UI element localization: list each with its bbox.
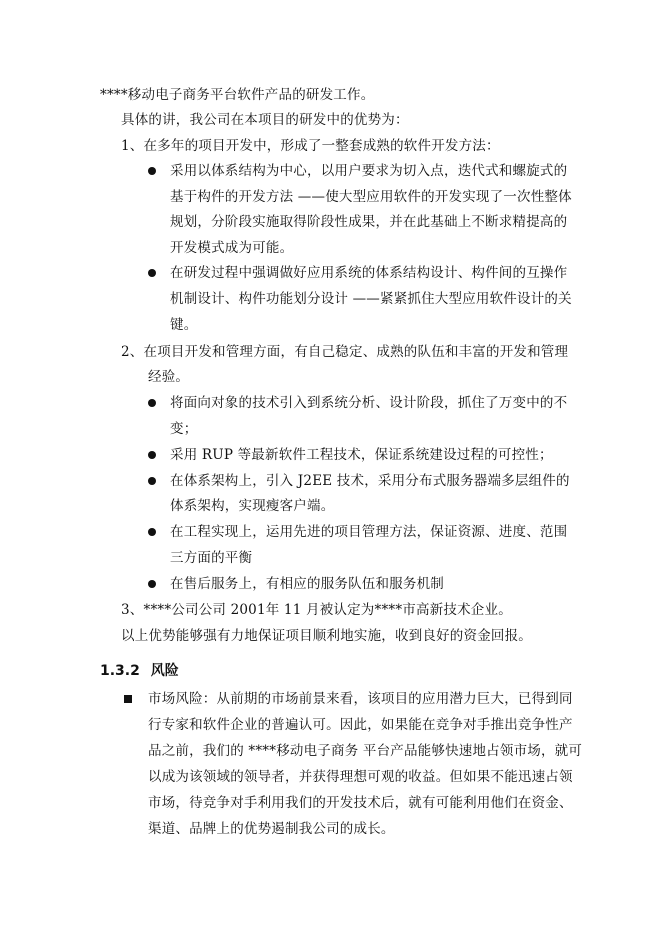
risk-line5: 市场，待竞争对手利用我们的开发技术后，就有可能利用他们在资金、 — [148, 795, 573, 811]
point2-bullet4-line1: 在工程实现上，运用先进的项目管理方法，保证资源、进度、范围 — [170, 524, 568, 540]
bullet-dot-icon — [148, 580, 156, 588]
risk-line1: 市场风险：从前期的市场前景来看，该项目的应用潜力巨大，已得到同 — [148, 691, 573, 707]
point2-bullet1-line1: 将面向对象的技术引入到系统分析、设计阶段，抓住了万变中的不 — [170, 395, 568, 411]
point1-bullet2-line3: 键。 — [170, 317, 198, 333]
point2-bullet4-line2: 三方面的平衡 — [170, 550, 253, 566]
point2-title-line1: 2、在项目开发和管理方面，有自己稳定、成熟的队伍和丰富的开发和管理 — [121, 344, 569, 360]
section-heading — [100, 662, 179, 680]
intro-tail-line: ****移动电子商务平台软件产品的研发工作。 — [100, 87, 375, 103]
bullet-square-icon — [124, 695, 132, 703]
point2-bullet3-line2: 体系架构，实现瘦客户端。 — [170, 498, 335, 514]
point1-bullet1-line4: 开发模式成为可能。 — [170, 240, 294, 256]
point2-title-line2: 经验。 — [148, 369, 190, 385]
section-title: 风险 — [150, 663, 179, 679]
section-number: 1.3.2 — [100, 663, 140, 679]
advantages-intro: 具体的讲，我公司在本项目的研发中的优势为： — [121, 112, 409, 128]
bullet-dot-icon — [148, 451, 156, 459]
conclusion: 以上优势能够强有力地保证项目顺利地实施，收到良好的资金回报。 — [121, 628, 532, 644]
point2-bullet2-line1: 采用 RUP 等最新软件工程技术，保证系统建设过程的可控性； — [170, 447, 553, 463]
risk-line3: 品之前，我们的 ****移动电子商务 平台产品能够快速地占领市场，就可 — [148, 743, 583, 759]
point2-bullet5-line1: 在售后服务上，有相应的服务队伍和服务机制 — [170, 576, 444, 592]
point1-bullet2-line2: 机制设计、构件功能划分设计 ——紧紧抓住大型应用软件设计的关 — [170, 291, 572, 307]
point1-bullet1-line3: 规划，分阶段实施取得阶段性成果，并在此基础上不断求精提高的 — [170, 214, 568, 230]
point2-bullet3-line1: 在体系架构上，引入 J2EE 技术，采用分布式服务器端多层组件的 — [170, 473, 570, 489]
point1-bullet1-line1: 采用以体系结构为中心，以用户要求为切入点，迭代式和螺旋式的 — [170, 163, 568, 179]
point1-bullet2-line1: 在研发过程中强调做好应用系统的体系结构设计、构件间的互操作 — [170, 265, 568, 281]
bullet-dot-icon — [148, 399, 156, 407]
bullet-dot-icon — [148, 167, 156, 175]
point3: 3、****公司公司 2001年 11 月被认定为****市高新技术企业。 — [121, 602, 512, 618]
point1-title: 1、在多年的项目开发中，形成了一整套成熟的软件开发方法： — [121, 138, 500, 154]
bullet-dot-icon — [148, 269, 156, 277]
risk-line2: 行专家和软件企业的普遍认可。因此，如果能在竞争对手推出竞争性产 — [148, 717, 573, 733]
point1-bullet1-line2: 基于构件的开发方法 ——使大型应用软件的开发实现了一次性整体 — [170, 189, 572, 205]
point2-bullet1-line2: 变； — [170, 421, 198, 437]
bullet-dot-icon — [148, 528, 156, 536]
risk-line6: 渠道、品牌上的优势遏制我公司的成长。 — [148, 821, 395, 837]
risk-line4: 以成为该领域的领导者，并获得理想可观的收益。但如果不能迅速占领 — [148, 769, 573, 785]
bullet-dot-icon — [148, 477, 156, 485]
